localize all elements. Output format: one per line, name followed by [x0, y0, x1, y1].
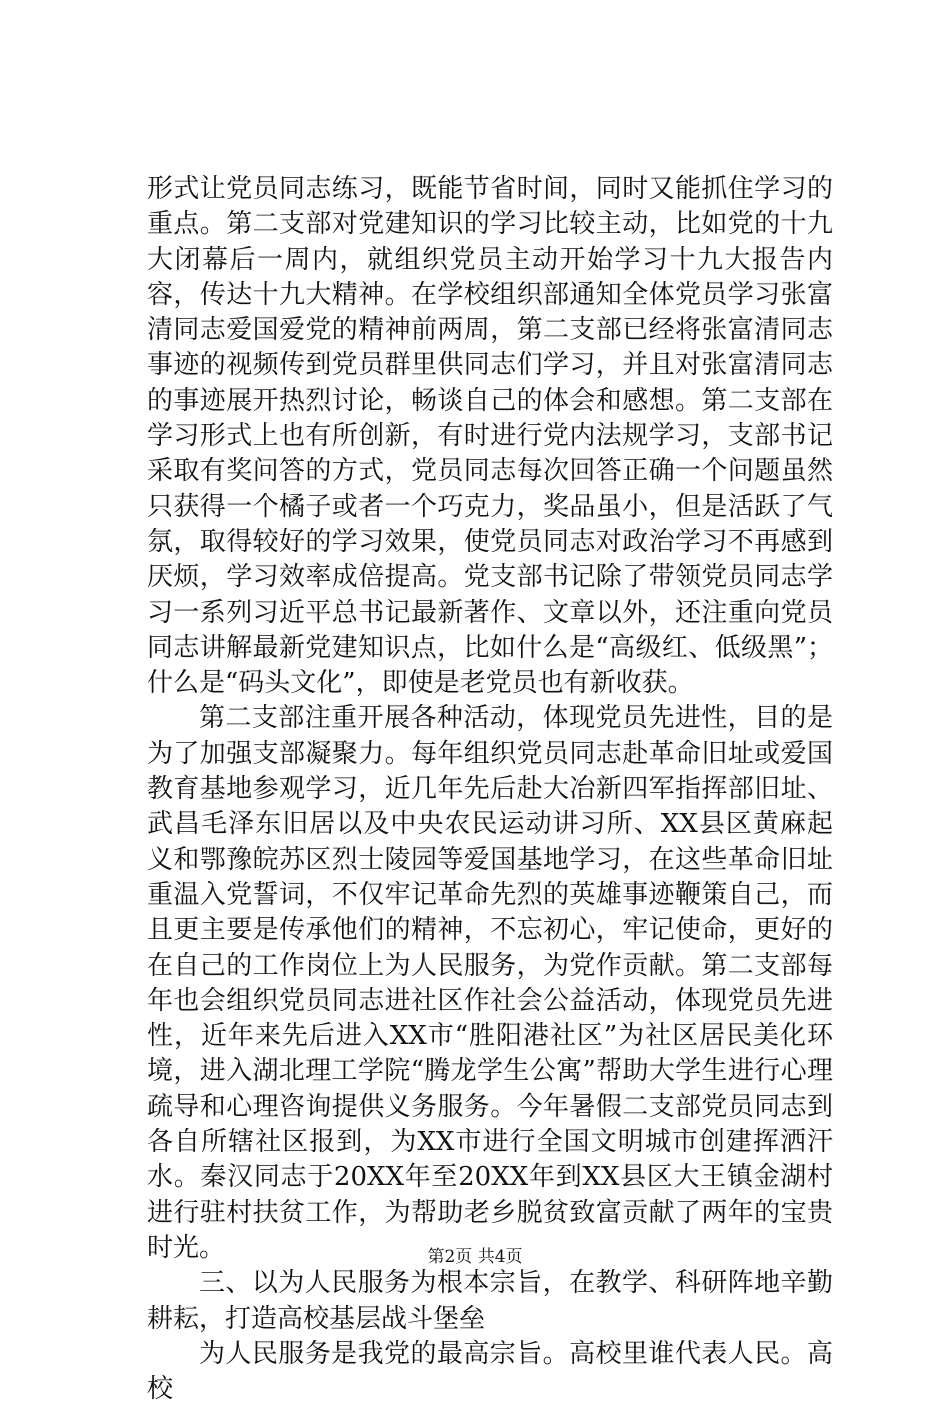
paragraph-activities: 第二支部注重开展各种活动，体现党员先进性，目的是为了加强支部凝聚力。每年组织党员同志赴革命旧址或爱国教育基地参观学习，近几年先后赴大冶新四军指挥部旧址、武昌毛泽东旧居以及中央农民运动讲习所、XX县区黄麻起义和鄂豫皖苏区烈士陵园等爱国基地学习，在这些革命旧址重温入党誓词，不仅牢记革命先烈的英雄事迹鞭策自己，而且更主要是传承他们的精神，不忘初心，牢记使命，更好的在自己的工作岗位上为人民服务，为党作贡献。第二支部每年也会组织党员同志进社区作社会公益活动，体现党员先进性，近年来先后进入XX市“胜阳港社区”为社区居民美化环境，进入湖北理工学院“腾龙学生公寓”帮助大学生进行心理疏导和心理咨询提供义务服务。今年暑假二支部党员同志到各自所辖社区报到，为XX市进行全国文明城市创建挥洒汗水。秦汉同志于20XX年至20XX年到XX县区大王镇金湖村进行驻村扶贫工作，为帮助老乡脱贫致富贡献了两年的宝贵时光。	[147, 703, 833, 1263]
paragraph-study-forms: 形式让党员同志练习，既能节省时间，同时又能抓住学习的重点。第二支部对党建知识的学习比较主动，比如党的十九大闭幕后一周内，就组织党员主动开始学习十九大报告内容，传达十九大精神。在学校组织部通知全体党员学习张富清同志爱国爱党的精神前两周，第二支部已经将张富清同志事迹的视频传到党员群里供同志们学习，并且对张富清同志的事迹展开热烈讨论，畅谈自己的体会和感想。第二支部在学习形式上也有所创新，有时进行党内法规学习，支部书记采取有奖问答的方式，党员同志每次回答正确一个问题虽然只获得一个橘子或者一个巧克力，奖品虽小，但是活跃了气氛，取得较好的学习效果，使党员同志对政治学习不再感到厌烦，学习效率成倍提高。党支部书记除了带领党员同志学习一系列习近平总书记最新著作、文章以外，还注重向党员同志讲解最新党建知识点，比如什么是“高级红、低级黑”；什么是“码头文化”，即使是老党员也有新收获。	[147, 174, 833, 699]
paragraph-serve-people: 为人民服务是我党的最高宗旨。高校里谁代表人民。高校	[147, 1338, 833, 1405]
document-body	[147, 172, 833, 1407]
section-heading-3: 三、以为人民服务为根本宗旨，在教学、科研阵地辛勤耕耘，打造高校基层战斗堡垒	[147, 1268, 833, 1334]
page-footer	[0, 1246, 950, 1268]
page-number-label: 第2页 共4页	[427, 1247, 523, 1267]
